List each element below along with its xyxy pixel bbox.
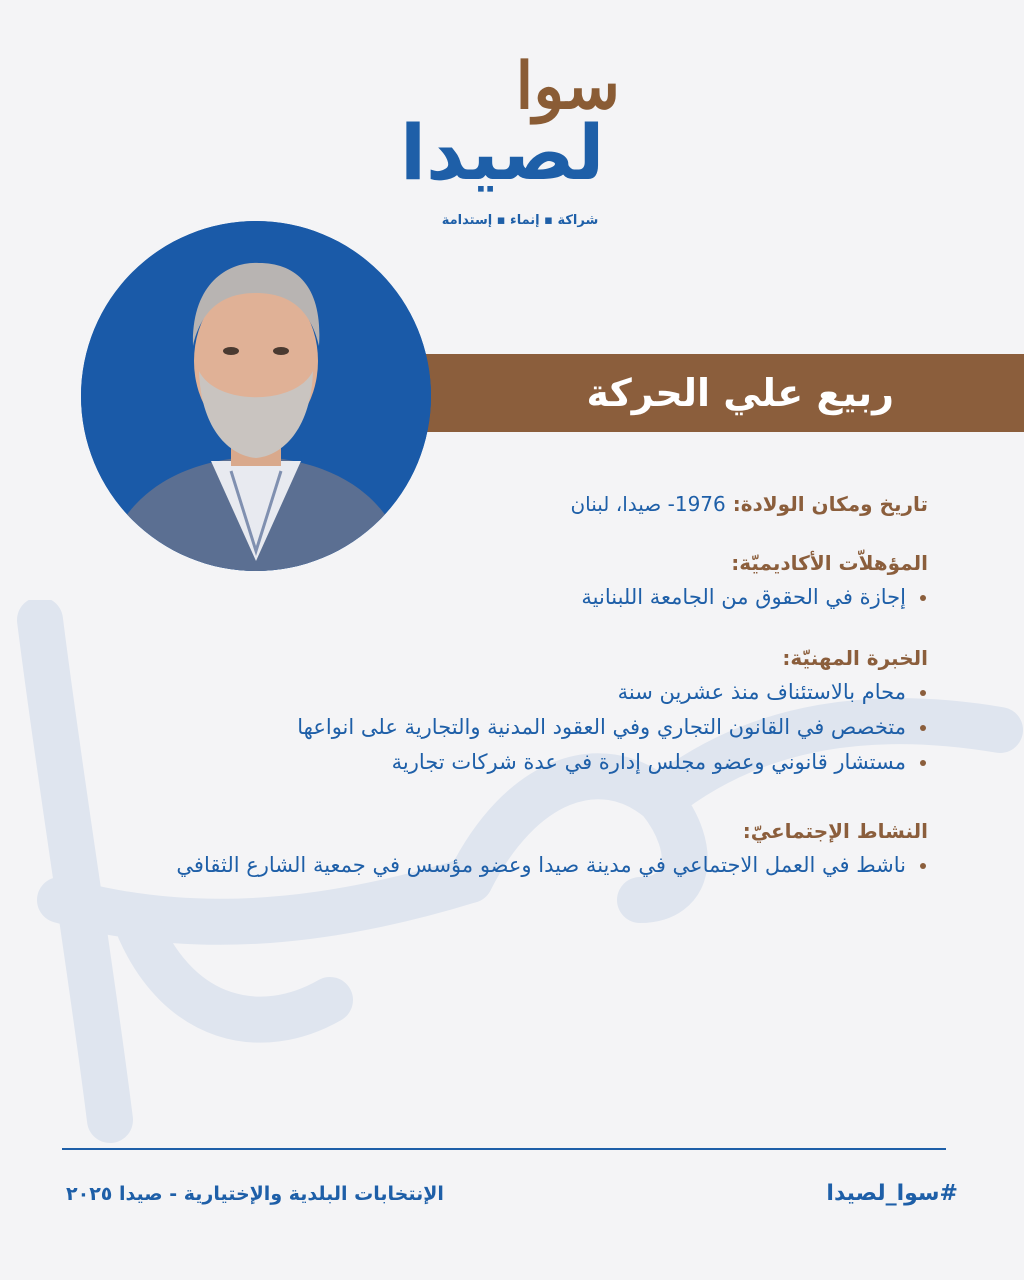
list-item: إجازة في الحقوق من الجامعة اللبنانية bbox=[68, 580, 928, 615]
logo-tagline: شراكة ▪ إنماء ▪ إستدامة bbox=[441, 213, 599, 228]
professional-title: الخبرة المهنيّة: bbox=[782, 646, 928, 670]
footer-divider bbox=[62, 1148, 946, 1150]
list-item: محام بالاستئناف منذ عشرين سنة bbox=[68, 675, 928, 710]
academic-list bbox=[68, 580, 928, 615]
social-title: النشاط الإجتماعيّ: bbox=[742, 819, 928, 843]
list-item: مستشار قانوني وعضو مجلس إدارة في عدة شركات تجارية bbox=[68, 745, 928, 780]
list-item: ناشط في العمل الاجتماعي في مدينة صيدا وعضو مؤسس في جمعية الشارع الثقافي bbox=[68, 848, 928, 883]
birth-label: تاريخ ومكان الولادة: bbox=[732, 492, 928, 516]
name-banner bbox=[420, 354, 1024, 432]
social-list bbox=[68, 848, 928, 883]
footer-hashtag: #سوا_لصيدا bbox=[826, 1181, 958, 1206]
logo-saida-text: لصيدا bbox=[400, 108, 605, 197]
logo-sawa-text: سوا bbox=[515, 49, 620, 124]
birth-info bbox=[68, 488, 928, 520]
bio-content bbox=[68, 488, 928, 883]
birth-value: 1976- صيدا، لبنان bbox=[570, 492, 726, 516]
academic-title: المؤهلاّت الأكاديميّة: bbox=[731, 551, 928, 575]
candidate-name: ربيع علي الحركة bbox=[586, 371, 894, 415]
list-item: متخصص في القانون التجاري وفي العقود المدنية والتجارية على انواعها bbox=[68, 710, 928, 745]
footer-election-text: الإنتخابات البلدية والإختيارية - صيدا ٢٠٢٥ bbox=[66, 1183, 444, 1205]
campaign-logo bbox=[390, 49, 650, 240]
professional-list bbox=[68, 675, 928, 780]
